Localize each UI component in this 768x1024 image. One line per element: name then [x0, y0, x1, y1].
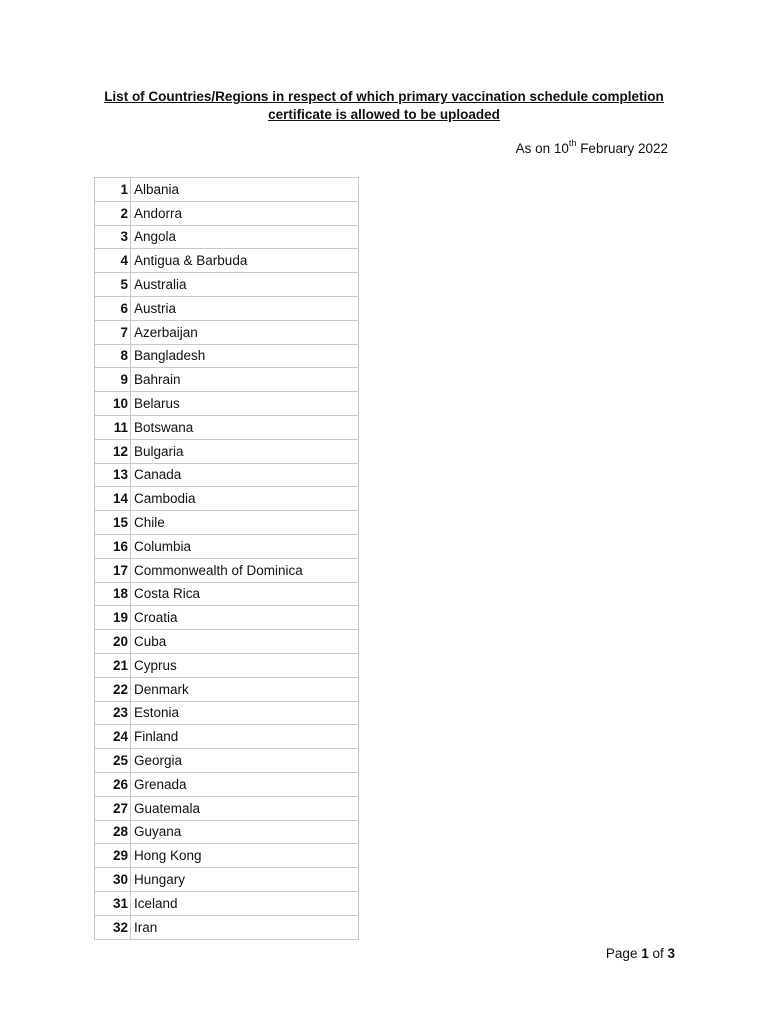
table-row	[95, 296, 359, 320]
row-number: 3	[95, 225, 131, 249]
table-row	[95, 844, 359, 868]
country-name: Costa Rica	[131, 582, 359, 606]
row-number: 24	[95, 725, 131, 749]
table-row	[95, 582, 359, 606]
table-row	[95, 392, 359, 416]
table-row	[95, 178, 359, 202]
row-number: 14	[95, 487, 131, 511]
row-number: 7	[95, 320, 131, 344]
row-number: 15	[95, 511, 131, 535]
row-number: 30	[95, 868, 131, 892]
country-name: Guatemala	[131, 796, 359, 820]
table-row	[95, 487, 359, 511]
country-name: Australia	[131, 273, 359, 297]
row-number: 21	[95, 653, 131, 677]
table-row	[95, 534, 359, 558]
table-row	[95, 653, 359, 677]
current-page-number: 1	[641, 946, 649, 961]
country-name: Bulgaria	[131, 439, 359, 463]
row-number: 28	[95, 820, 131, 844]
row-number: 22	[95, 677, 131, 701]
table-row	[95, 415, 359, 439]
row-number: 31	[95, 891, 131, 915]
row-number: 12	[95, 439, 131, 463]
date-suffix: February 2022	[576, 141, 668, 156]
country-name: Guyana	[131, 820, 359, 844]
table-row	[95, 796, 359, 820]
table-row	[95, 701, 359, 725]
row-number: 1	[95, 178, 131, 202]
country-name: Iceland	[131, 891, 359, 915]
country-name: Azerbaijan	[131, 320, 359, 344]
table-row	[95, 344, 359, 368]
as-on-date	[515, 137, 668, 156]
country-name: Denmark	[131, 677, 359, 701]
row-number: 5	[95, 273, 131, 297]
countries-table-body	[95, 178, 359, 940]
table-row	[95, 320, 359, 344]
row-number: 10	[95, 392, 131, 416]
table-row	[95, 891, 359, 915]
table-row	[95, 820, 359, 844]
table-row	[95, 463, 359, 487]
row-number: 11	[95, 415, 131, 439]
table-row	[95, 915, 359, 939]
document-title	[90, 88, 678, 124]
country-name: Finland	[131, 725, 359, 749]
row-number: 32	[95, 915, 131, 939]
row-number: 13	[95, 463, 131, 487]
country-name: Estonia	[131, 701, 359, 725]
table-row	[95, 249, 359, 273]
total-pages-number: 3	[667, 946, 675, 961]
table-row	[95, 772, 359, 796]
country-name: Andorra	[131, 201, 359, 225]
country-name: Chile	[131, 511, 359, 535]
row-number: 26	[95, 772, 131, 796]
row-number: 23	[95, 701, 131, 725]
of-word: of	[648, 946, 668, 961]
table-row	[95, 749, 359, 773]
table-row	[95, 630, 359, 654]
table-row	[95, 511, 359, 535]
row-number: 6	[95, 296, 131, 320]
page-word: Page	[605, 946, 642, 961]
country-name: Grenada	[131, 772, 359, 796]
date-prefix: As on 10	[515, 141, 569, 156]
country-name: Croatia	[131, 606, 359, 630]
row-number: 29	[95, 844, 131, 868]
title-line-2: certificate is allowed to be uploaded	[268, 107, 500, 122]
row-number: 4	[95, 249, 131, 273]
country-name: Belarus	[131, 392, 359, 416]
table-row	[95, 439, 359, 463]
row-number: 9	[95, 368, 131, 392]
table-row	[95, 606, 359, 630]
country-name: Canada	[131, 463, 359, 487]
row-number: 27	[95, 796, 131, 820]
country-name: Botswana	[131, 415, 359, 439]
row-number: 8	[95, 344, 131, 368]
country-name: Hungary	[131, 868, 359, 892]
table-row	[95, 868, 359, 892]
table-row	[95, 368, 359, 392]
country-name: Iran	[131, 915, 359, 939]
country-name: Bahrain	[131, 368, 359, 392]
country-name: Angola	[131, 225, 359, 249]
date-superscript: th	[568, 137, 577, 148]
table-row	[95, 677, 359, 701]
table-row	[95, 558, 359, 582]
country-name: Austria	[131, 296, 359, 320]
country-name: Columbia	[131, 534, 359, 558]
table-row	[95, 725, 359, 749]
row-number: 20	[95, 630, 131, 654]
country-name: Antigua & Barbuda	[131, 249, 359, 273]
countries-table	[94, 177, 359, 940]
table-row	[95, 273, 359, 297]
title-line-1: List of Countries/Regions in respect of which primary vaccination schedule completion	[104, 89, 664, 104]
country-name: Georgia	[131, 749, 359, 773]
country-name: Bangladesh	[131, 344, 359, 368]
country-name: Cyprus	[131, 653, 359, 677]
row-number: 2	[95, 201, 131, 225]
table-row	[95, 201, 359, 225]
row-number: 16	[95, 534, 131, 558]
country-name: Commonwealth of Dominica	[131, 558, 359, 582]
country-name: Hong Kong	[131, 844, 359, 868]
country-name: Albania	[131, 178, 359, 202]
row-number: 25	[95, 749, 131, 773]
row-number: 17	[95, 558, 131, 582]
page-footer	[606, 946, 675, 961]
country-name: Cambodia	[131, 487, 359, 511]
row-number: 18	[95, 582, 131, 606]
row-number: 19	[95, 606, 131, 630]
table-row	[95, 225, 359, 249]
country-name: Cuba	[131, 630, 359, 654]
